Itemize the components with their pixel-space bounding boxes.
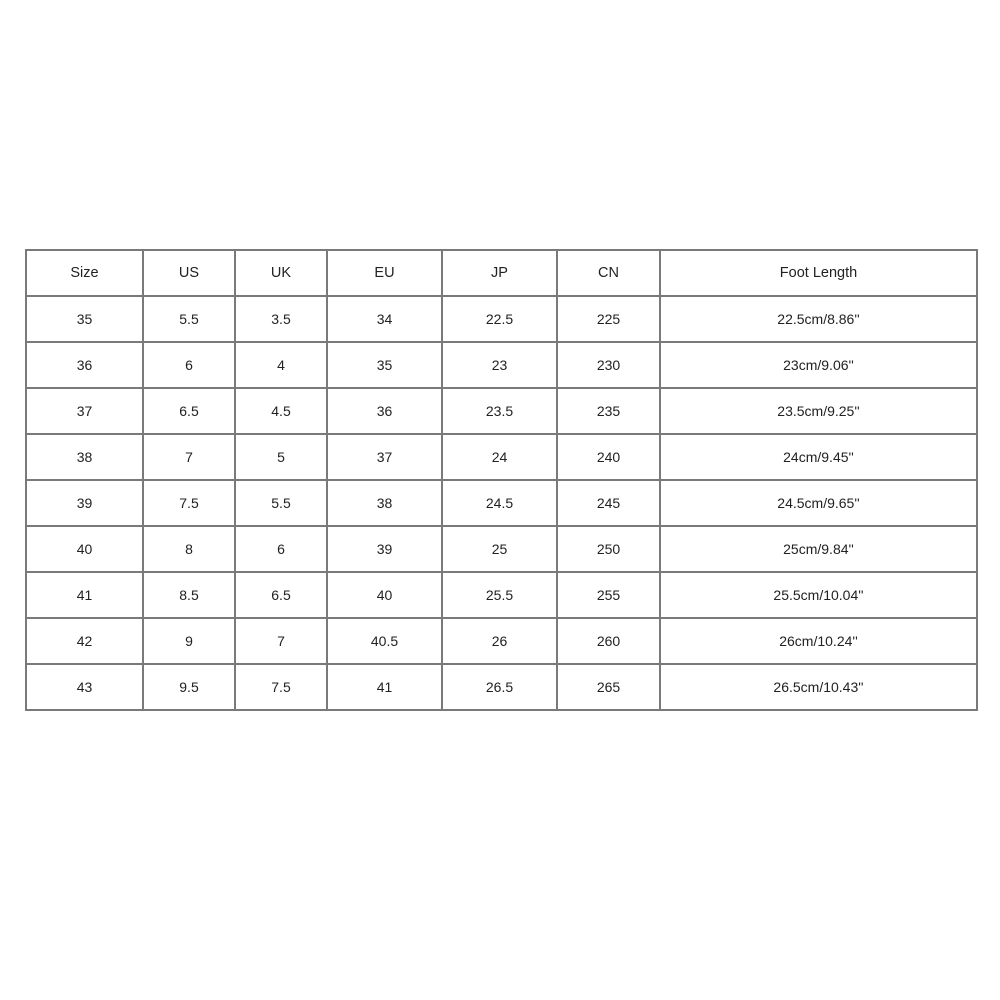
- table-row: [26, 618, 977, 664]
- table-row: [26, 572, 977, 618]
- cell-us: 9: [143, 618, 235, 664]
- header-foot-length: Foot Length: [660, 250, 977, 296]
- cell-eu: 37: [327, 434, 442, 480]
- cell-eu: 41: [327, 664, 442, 710]
- cell-uk: 5.5: [235, 480, 327, 526]
- cell-jp: 26.5: [442, 664, 557, 710]
- cell-uk: 3.5: [235, 296, 327, 342]
- cell-jp: 24.5: [442, 480, 557, 526]
- cell-jp: 23: [442, 342, 557, 388]
- cell-foot-length: 25.5cm/10.04'': [660, 572, 977, 618]
- cell-foot-length: 25cm/9.84'': [660, 526, 977, 572]
- cell-us: 6: [143, 342, 235, 388]
- cell-size: 37: [26, 388, 143, 434]
- cell-jp: 26: [442, 618, 557, 664]
- cell-foot-length: 22.5cm/8.86'': [660, 296, 977, 342]
- cell-us: 7: [143, 434, 235, 480]
- cell-cn: 255: [557, 572, 660, 618]
- cell-jp: 25.5: [442, 572, 557, 618]
- cell-cn: 235: [557, 388, 660, 434]
- table-row: [26, 480, 977, 526]
- cell-foot-length: 26.5cm/10.43'': [660, 664, 977, 710]
- table-row: [26, 342, 977, 388]
- table-row: [26, 388, 977, 434]
- cell-eu: 34: [327, 296, 442, 342]
- cell-size: 35: [26, 296, 143, 342]
- header-uk: UK: [235, 250, 327, 296]
- cell-eu: 40: [327, 572, 442, 618]
- cell-uk: 6: [235, 526, 327, 572]
- cell-cn: 225: [557, 296, 660, 342]
- cell-cn: 260: [557, 618, 660, 664]
- cell-cn: 265: [557, 664, 660, 710]
- cell-us: 6.5: [143, 388, 235, 434]
- cell-cn: 240: [557, 434, 660, 480]
- table-row: [26, 296, 977, 342]
- cell-eu: 35: [327, 342, 442, 388]
- cell-eu: 39: [327, 526, 442, 572]
- cell-us: 8: [143, 526, 235, 572]
- cell-uk: 7: [235, 618, 327, 664]
- cell-size: 41: [26, 572, 143, 618]
- cell-foot-length: 23cm/9.06'': [660, 342, 977, 388]
- cell-jp: 24: [442, 434, 557, 480]
- cell-eu: 40.5: [327, 618, 442, 664]
- cell-foot-length: 26cm/10.24'': [660, 618, 977, 664]
- cell-size: 40: [26, 526, 143, 572]
- header-cn: CN: [557, 250, 660, 296]
- cell-cn: 250: [557, 526, 660, 572]
- header-jp: JP: [442, 250, 557, 296]
- header-us: US: [143, 250, 235, 296]
- cell-eu: 38: [327, 480, 442, 526]
- cell-uk: 4.5: [235, 388, 327, 434]
- size-chart-table: [25, 249, 978, 711]
- cell-us: 9.5: [143, 664, 235, 710]
- cell-uk: 4: [235, 342, 327, 388]
- cell-us: 8.5: [143, 572, 235, 618]
- cell-size: 43: [26, 664, 143, 710]
- cell-size: 36: [26, 342, 143, 388]
- cell-jp: 22.5: [442, 296, 557, 342]
- cell-size: 38: [26, 434, 143, 480]
- cell-foot-length: 23.5cm/9.25'': [660, 388, 977, 434]
- cell-cn: 245: [557, 480, 660, 526]
- table-row: [26, 664, 977, 710]
- cell-jp: 25: [442, 526, 557, 572]
- cell-jp: 23.5: [442, 388, 557, 434]
- table-header-row: [26, 250, 977, 296]
- cell-size: 39: [26, 480, 143, 526]
- header-size: Size: [26, 250, 143, 296]
- table-row: [26, 434, 977, 480]
- cell-uk: 5: [235, 434, 327, 480]
- cell-uk: 6.5: [235, 572, 327, 618]
- cell-uk: 7.5: [235, 664, 327, 710]
- header-eu: EU: [327, 250, 442, 296]
- cell-us: 7.5: [143, 480, 235, 526]
- cell-size: 42: [26, 618, 143, 664]
- cell-us: 5.5: [143, 296, 235, 342]
- cell-eu: 36: [327, 388, 442, 434]
- table-row: [26, 526, 977, 572]
- cell-foot-length: 24cm/9.45'': [660, 434, 977, 480]
- cell-foot-length: 24.5cm/9.65'': [660, 480, 977, 526]
- cell-cn: 230: [557, 342, 660, 388]
